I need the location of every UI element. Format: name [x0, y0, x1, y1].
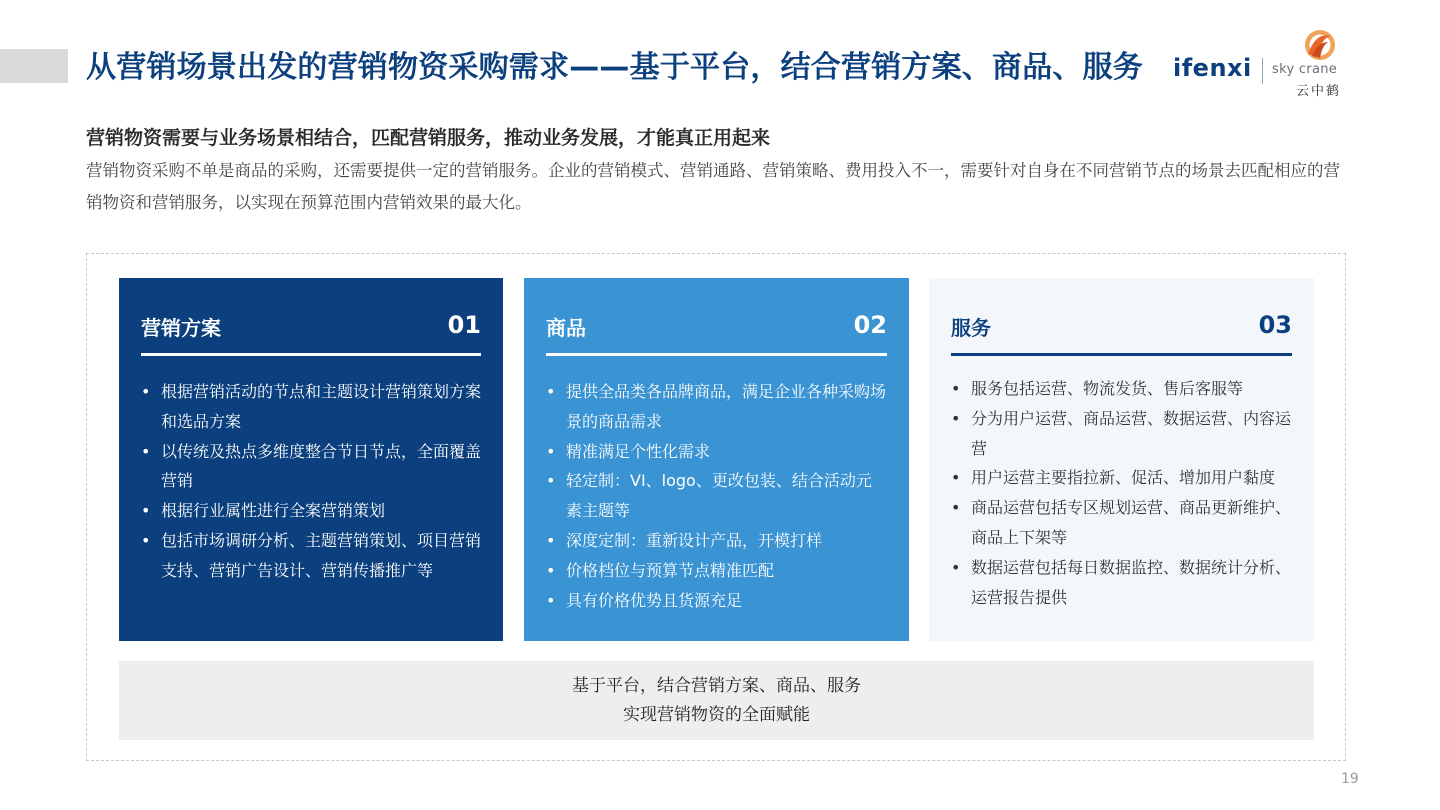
list-item: • 用户运营主要指拉新、促活、增加用户黏度 [951, 463, 1292, 493]
card-title: 服务 [951, 316, 991, 340]
skycrane-logo-cn: 云中鹤 [1296, 84, 1342, 99]
card-number: 01 [447, 311, 481, 339]
card-bullet-list [546, 377, 887, 615]
card-number: 02 [853, 311, 887, 339]
list-item: • 商品运营包括专区规划运营、商品更新维护、商品上下架等 [951, 493, 1292, 553]
card-bullet-list [951, 374, 1292, 612]
card-header [951, 278, 1292, 356]
card-products [524, 278, 909, 641]
summary-line-2: 实现营销物资的全面赋能 [623, 705, 810, 725]
list-item: • 精准满足个性化需求 [546, 437, 887, 467]
list-item: • 提供全品类各品牌商品，满足企业各种采购场景的商品需求 [546, 377, 887, 437]
summary-line-1: 基于平台，结合营销方案、商品、服务 [572, 676, 861, 696]
list-item: • 分为用户运营、商品运营、数据运营、内容运营 [951, 404, 1292, 464]
card-title: 商品 [546, 316, 586, 340]
card-number: 03 [1258, 311, 1292, 339]
crane-logo-icon [1298, 28, 1338, 64]
card-title: 营销方案 [141, 316, 221, 340]
list-item: • 具有价格优势且货源充足 [546, 586, 887, 616]
logo-divider [1262, 58, 1263, 84]
list-item: • 根据行业属性进行全案营销策划 [141, 496, 481, 526]
intro-paragraph: 营销物资采购不单是商品的采购，还需要提供一定的营销服务。企业的营销模式、营销通路、营销策略、费用投入不一，需要针对自身在不同营销节点的场景去匹配相应的营销物资和营销服务，以实现在预算范围内营销效果的最大化。 [86, 161, 1340, 212]
list-item: • 以传统及热点多维度整合节日节点，全面覆盖营销 [141, 437, 481, 497]
list-item: • 数据运营包括每日数据监控、数据统计分析、运营报告提供 [951, 553, 1292, 613]
section-subtitle: 营销物资需要与业务场景相结合，匹配营销服务，推动业务发展，才能真正用起来 [86, 127, 771, 149]
card-header [141, 278, 481, 356]
card-services [929, 278, 1314, 641]
card-bullet-list [141, 377, 481, 586]
list-item: • 包括市场调研分析、主题营销策划、项目营销支持、营销广告设计、营销传播推广等 [141, 526, 481, 586]
list-item: • 深度定制：重新设计产品，开模打样 [546, 526, 887, 556]
page-number: 19 [1341, 771, 1359, 787]
card-marketing-plan [119, 278, 503, 641]
list-item: • 根据营销活动的节点和主题设计营销策划方案和选品方案 [141, 377, 481, 437]
list-item: • 服务包括运营、物流发货、售后客服等 [951, 374, 1292, 404]
title-accent-bar [0, 49, 68, 83]
list-item: • 价格档位与预算节点精准匹配 [546, 556, 887, 586]
list-item: • 轻定制：VI、logo、更改包装、结合活动元素主题等 [546, 466, 887, 526]
skycrane-logo-text: sky crane [1272, 62, 1338, 77]
card-header [546, 278, 887, 356]
skycrane-logo [1272, 28, 1364, 100]
page-title: 从营销场景出发的营销物资采购需求——基于平台，结合营销方案、商品、服务 [86, 50, 1143, 85]
summary-band [119, 661, 1314, 740]
ifenxi-logo: ifenxi [1173, 54, 1252, 82]
